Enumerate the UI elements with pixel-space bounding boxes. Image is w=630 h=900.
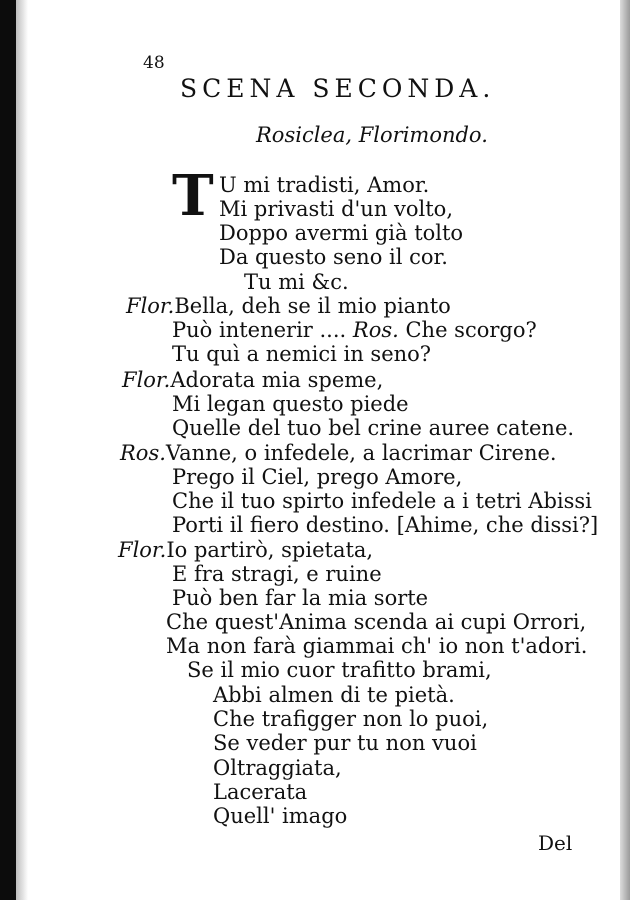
verse-line: Quell' imago (213, 804, 348, 828)
verse-line: Ros.Vanne, o infedele, a lacrimar Cirene. (120, 441, 557, 465)
page-left-shadow (0, 0, 16, 900)
page-gutter (16, 0, 28, 900)
speaker-label: Ros. (120, 441, 166, 465)
scene-characters: Rosiclea, Florimondo. (256, 123, 488, 147)
verse-line: Flor.Io partirò, spietata, (118, 538, 374, 562)
verse-line: Può intenerir .... Ros. Che scorgo? (172, 318, 537, 342)
verse-line: Che il tuo spirto infedele a i tetri Abissi (172, 489, 592, 513)
verse-line: Che quest'Anima scenda ai cupi Orrori, (166, 610, 587, 634)
verse-line: Prego il Ciel, prego Amore, (172, 465, 463, 489)
page-right-edge (620, 0, 630, 900)
verse-line: Oltraggiata, (213, 756, 342, 780)
speaker-label: Flor. (122, 368, 171, 392)
verse-line: U mi tradisti, Amor. (219, 173, 430, 197)
verse-line: Lacerata (213, 780, 308, 804)
catchword: Del (538, 831, 573, 855)
speaker-label: Flor. (118, 538, 167, 562)
scene-title: SCENA SECONDA. (180, 74, 496, 103)
verse-line: Mi privasti d'un volto, (219, 197, 454, 221)
verse-line: Che trafigger non lo puoi, (213, 707, 489, 731)
verse-line: Abbi almen di te pietà. (213, 683, 455, 707)
speaker-label: Flor. (126, 294, 175, 318)
verse-line: Porti il fiero destino. [Ahime, che dissi?] (172, 513, 599, 537)
speaker-label: Ros. (352, 318, 399, 342)
verse-line: Mi legan questo piede (172, 392, 409, 416)
verse-line: Da questo seno il cor. (219, 245, 448, 269)
verse-line: Flor.Bella, deh se il mio pianto (126, 294, 451, 318)
verse-line: Tu quì a nemici in seno? (172, 342, 432, 366)
drop-capital: T (172, 163, 214, 229)
verse-line: Se il mio cuor trafitto brami, (187, 658, 492, 682)
verse-line: Può ben far la mia sorte (172, 586, 429, 610)
verse-line: Tu mi &c. (244, 270, 349, 294)
verse-line: Flor.Adorata mia speme, (122, 368, 384, 392)
verse-line: E fra stragi, e ruine (172, 562, 382, 586)
verse-line: Se veder pur tu non vuoi (213, 731, 477, 755)
verse-line: Ma non farà giammai ch' io non t'adori. (166, 634, 588, 658)
page-number: 48 (143, 53, 165, 73)
verse-line: Doppo avermi già tolto (219, 221, 464, 245)
verse-line: Quelle del tuo bel crine auree catene. (172, 416, 575, 440)
